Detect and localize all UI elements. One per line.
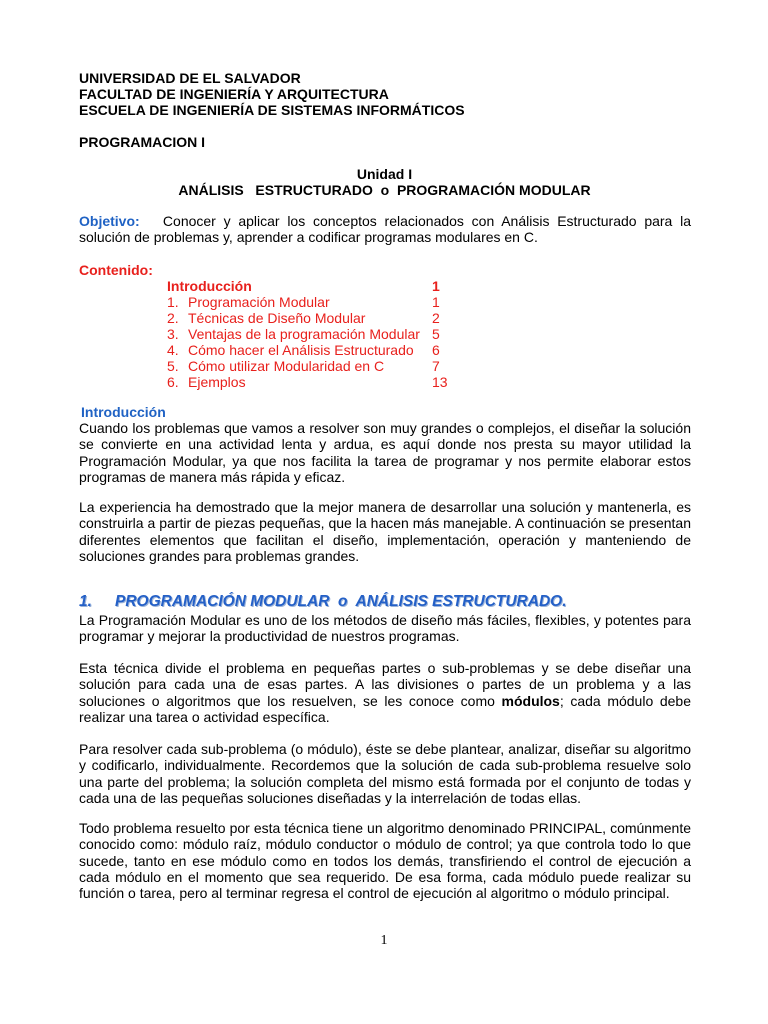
toc-item[interactable] (167, 294, 467, 310)
objective-text: Conocer y aplicar los conceptos relacionados con Análisis Estructurado para la solución de problemas y, aprender a codificar programas modulares en C. (79, 213, 691, 246)
toc-item-number: 1. (167, 294, 179, 310)
toc-intro-title: Introducción (167, 278, 252, 294)
toc-item-number: 5. (167, 358, 179, 374)
toc-item[interactable] (167, 326, 467, 342)
toc-item-page: 2 (432, 310, 440, 326)
page-number: 1 (380, 933, 388, 948)
toc-item-number: 4. (167, 342, 179, 358)
objective-paragraph (79, 213, 691, 246)
toc-intro[interactable] (167, 278, 467, 294)
school-name: ESCUELA DE INGENIERÍA DE SISTEMAS INFORMÁTICOS (79, 102, 465, 118)
section-1-paragraph-4: Todo problema resuelto por esta técnica tiene un algoritmo denominado PRINCIPAL, comúnmente conocido como: módulo raíz, módulo conductor o módulo de control; ya que controla todo lo que sucede, tanto en ese módulo como en todos los demás, transfiriendo el control de ejecución a cada módulo en el momento que sea requerido. De esa forma, cada módulo puede realizar su función o tarea, pero al terminar regresa el control de ejecución al algoritmo o módulo principal. (79, 820, 691, 902)
section-1-number: 1. (79, 593, 92, 610)
section-1-paragraph-2 (79, 660, 691, 725)
toc-item-page: 6 (432, 342, 440, 358)
toc-item-title: Técnicas de Diseño Modular (188, 310, 366, 326)
toc-item-title: Cómo hacer el Análisis Estructurado (188, 342, 414, 358)
toc-item[interactable] (167, 342, 467, 358)
paragraph-2-text-start: Esta técnica divide el problema en pequeñas partes o sub-problemas y se debe diseñar una solución para cada una de esas partes. A las divisiones o partes de un problema y a las soluciones o algoritmos que los resuelven, se les conoce como (79, 660, 691, 709)
introduction-paragraph-2: La experiencia ha demostrado que la mejor manera de desarrollar una solución y mantenerla, es construirla a partir de piezas pequeñas, que la hacen más manejable. A continuación se presentan diferentes elementos que facilitan el diseño, implementación, operación y manteniendo de soluciones grandes para problemas grandes. (79, 499, 691, 564)
university-name: UNIVERSIDAD DE EL SALVADOR (79, 70, 301, 86)
modulos-term: módulos (501, 692, 560, 709)
objective-label: Objetivo: (79, 213, 140, 229)
toc-item-title: Ventajas de la programación Modular (188, 326, 420, 342)
toc-item-page: 1 (432, 294, 440, 310)
contents-label: Contenido: (79, 262, 153, 278)
section-1-title: PROGRAMACIÓN MODULAR o ANÁLISIS ESTRUCTURADO. (115, 593, 567, 610)
introduction-heading: Introducción (81, 404, 166, 420)
toc-item[interactable] (167, 310, 467, 326)
section-1-paragraph-3: Para resolver cada sub-problema (o módulo), éste se debe plantear, analizar, diseñar su algoritmo y codificarlo, individualmente. Recordemos que la solución de cada sub-problema resuelve solo una parte del problema; la solución completa del mismo está formada por el conjunto de todas y cada una de las pequeñas soluciones diseñadas y la interrelación de todas ellas. (79, 741, 691, 806)
toc-intro-page: 1 (432, 278, 440, 294)
toc-item[interactable] (167, 374, 467, 390)
section-1-heading (79, 593, 719, 611)
toc-item-number: 2. (167, 310, 179, 326)
faculty-name: FACULTAD DE INGENIERÍA Y ARQUITECTURA (79, 86, 389, 102)
toc-item-page: 7 (432, 358, 440, 374)
toc-item-number: 3. (167, 326, 179, 342)
unit-label: Unidad I (356, 166, 413, 182)
toc-item-page: 5 (432, 326, 440, 342)
toc-item-title: Cómo utilizar Modularidad en C (188, 358, 385, 374)
toc-item-title: Ejemplos (188, 374, 246, 390)
unit-title: ANÁLISIS ESTRUCTURADO o PROGRAMACIÓN MODULAR (178, 182, 591, 198)
paragraph-2-text-end: ; cada módulo debe realizar una tarea o actividad específica. (79, 692, 691, 725)
toc-item-title: Programación Modular (188, 294, 330, 310)
section-1-paragraph-1: La Programación Modular es uno de los métodos de diseño más fáciles, flexibles, y potentes para programar y mejorar la productividad de nuestros programas. (79, 612, 691, 645)
toc-item[interactable] (167, 358, 467, 374)
toc-item-page: 13 (432, 374, 448, 390)
introduction-paragraph-1: Cuando los problemas que vamos a resolver son muy grandes o complejos, el diseñar la solución se convierte en una actividad lenta y ardua, es aquí donde nos presta su mayor utilidad la Programación Modular, ya que nos facilita la tarea de programar y nos permite elaborar estos programas de manera más rápida y eficaz. (79, 420, 691, 485)
course-name: PROGRAMACION I (79, 134, 205, 150)
toc-item-number: 6. (167, 374, 179, 390)
